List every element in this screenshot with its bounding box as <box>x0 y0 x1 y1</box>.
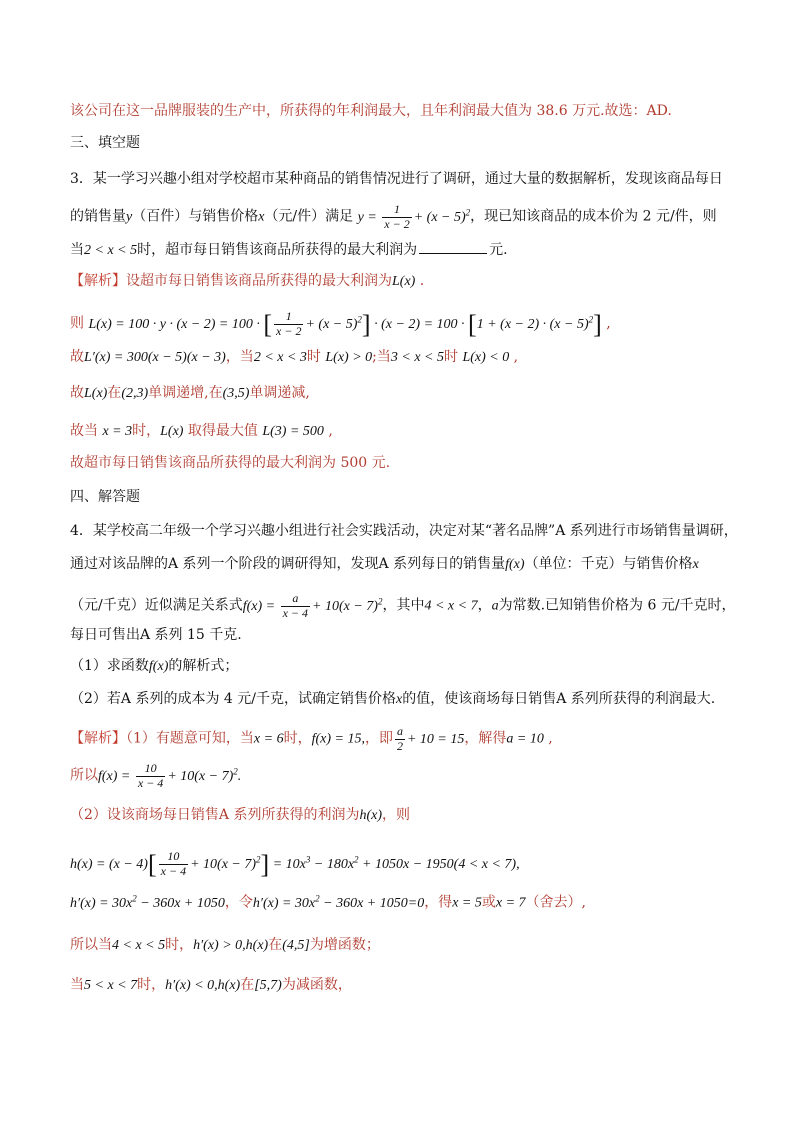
q3-text: 时，超市每日销售该商品所获得的最大利润为 <box>137 242 418 258</box>
q3-text: 当 <box>70 242 84 258</box>
q3-solution-text: 单调递减, <box>249 385 310 401</box>
q3-solution-text: ;当 <box>372 349 391 365</box>
q4-solution-3: （2）设该商场每日销售A 系列所获得的利润为h(x)，则 <box>70 807 411 823</box>
q4-text: ， <box>477 597 492 614</box>
q3-solution-text: 故 <box>70 349 84 365</box>
q3-line-3: 当2 < x < 5时，超市每日销售该商品所获得的最大利润为 元. <box>70 242 508 258</box>
q3-text: 元. <box>489 242 508 258</box>
q3-solution-text: 故 <box>70 385 84 401</box>
q4-solution-4 <box>70 850 520 879</box>
q4-solution-text: 在 <box>240 977 255 993</box>
q4-part-1: （1）求函数f(x)的解析式； <box>70 658 239 674</box>
q4-solution-text: ，得 <box>424 894 453 911</box>
q4-line-4: 每日可售出A 系列 15 千克. <box>70 627 242 643</box>
q3-solution-text: 时， <box>132 423 161 439</box>
q3-solution-1: 【解析】设超市每日销售该商品所获得的最大利润为L(x) . <box>70 273 425 289</box>
q4-solution-text: 或 <box>481 894 496 911</box>
q4-line-2: 通过对该品牌的A 系列一个阶段的调研得知，发现A 系列每日的销售量f(x)（单位：千克）与销售价格x <box>70 556 699 572</box>
q3-solution-2: 则 L(x) = 100 · y · (x − 2) = 100 · [ $\frac{1}{x - 2}$ + $(x - 5)^2] \cdot (x - 2) = 100 \cdot [1 + (x - 2) \cdot (x - 5)^2]$ , <box>70 309 611 339</box>
q3-solution-text: 则 <box>70 315 84 332</box>
q3-solution-text: 在 <box>107 385 122 401</box>
q4-solution-text: （1）有题意可知，当 <box>126 730 254 747</box>
q4-solution-2: 所以f(x) = $\frac{10}{x - 4}$ + $10(x - 7)^2$. <box>70 761 242 790</box>
q3-line-2: 的销售量y（百件）与销售价格x（元/件）满足 y = $\frac{1}{x - 2}$ + $(x - 5)^2$，现已知该商品的成本价为 2 元/件，则 <box>70 202 717 231</box>
q3-text: （百件）与销售价格 <box>132 208 259 225</box>
section-heading-fill-in: 三、填空题 <box>70 135 140 151</box>
q3-solution-4: 故L(x)在(2,3)单调递增,在(3,5)单调递减, <box>70 385 310 401</box>
q3-solution-text: 设超市每日销售该商品所获得的最大利润为 <box>126 273 392 289</box>
q4-solution-text: （舍去）, <box>525 894 586 911</box>
q4-solution-text: 当 <box>70 977 84 993</box>
previous-conclusion: 该公司在这一品牌服装的生产中，所获得的年利润最大，且年利润最大值为 38.6 万元.故选：AD. <box>70 103 672 119</box>
q4-solution-text: ，则 <box>382 807 411 823</box>
q4-solution-text: ，即 <box>364 730 393 747</box>
analysis-tag: 【解析】 <box>70 273 126 289</box>
q4-text: （元/千克）近似满足关系式 <box>70 597 243 614</box>
q4-solution-text: 时， <box>137 977 166 993</box>
q3-solution-5: 故当 x = 3时，L(x) 取得最大值 L(3) = 500 , <box>70 423 333 439</box>
q3-solution-text: 时 <box>443 349 458 365</box>
q4-text: 通过对该品牌的A 系列一个阶段的调研得知，发现A 系列每日的销售量 <box>70 556 506 572</box>
q4-text: （1）求函数 <box>70 658 149 674</box>
answer-blank[interactable] <box>419 241 487 254</box>
q3-sales-formula: y = $\frac{1}{x - 2}$ + $(x - 5)^2$ <box>357 202 471 231</box>
q4-line-1: 4．某学校高二年级一个学习兴趣小组进行社会实践活动，决定对某“著名品牌”A 系列进行市场销售量调研， <box>70 523 738 539</box>
q3-solution-text: 时 <box>306 349 321 365</box>
profit-formula: L(x) = 100 · y · (x − 2) = 100 · [ $\frac{1}{x - 2}$ + $(x - 5)^2] \cdot (x - 2) = 100 \cdot [1 + (x - 2) \cdot (x - 5)^2]$ <box>88 309 602 339</box>
q3-solution-text: ，当 <box>225 349 254 365</box>
q4-solution-5: $h'(x) = 30x^2 - 360x + 1050$，令$h'(x) = 30x^2 - 360x + 1050=0$，得x = 5或x = 7（舍去）, <box>70 893 586 911</box>
q4-text: 的值，使该商场每日销售A 系列所获得的利润最大. <box>402 691 716 707</box>
q4-text: 为常数.已知销售价格为 6 元/千克时， <box>498 597 736 614</box>
q4-solution-text: 所以 <box>70 767 98 784</box>
profit-expansion-formula: h(x) = (x − 4)[ $\frac{10}{x - 4}$ + $10(x - 7)^2] = 10x^3 - 180x^2 + 1050x - 1950(4 < x < 7)$, <box>70 849 520 879</box>
section-heading-answer: 四、解答题 <box>70 489 140 505</box>
q3-line-1: 3．某一学习兴趣小组对学校超市某种商品的销售情况进行了调研，通过大量的数据解析，发现该商品每日 <box>70 171 723 187</box>
q4-solution-text: （2）设该商场每日销售A 系列所获得的利润为 <box>70 807 360 823</box>
q3-solution-3: 故L′(x) = 300(x − 5)(x − 3)，当2 < x < 3时 L(x) > 0;当3 < x < 5时 L(x) < 0 , <box>70 349 519 365</box>
q4-text: 的解析式； <box>168 658 239 674</box>
q4-solution-text: ，令 <box>224 894 253 911</box>
q4-solution-text: 在 <box>268 937 283 953</box>
q4-solution-text: ，解得 <box>464 730 507 747</box>
q4-text: ，其中 <box>382 597 425 614</box>
q4-sales-formula: f(x) = $\frac{a}{x - 4}$ + $10(x - 7)^2$ <box>242 591 383 620</box>
q4-solution-text: 所以当 <box>70 937 112 953</box>
q3-solution-text: 单调递增,在 <box>148 385 223 401</box>
q4-text: （2）若A 系列的成本为 4 元/千克，试确定销售价格 <box>70 691 396 707</box>
q4-solution-7: 当5 < x < 7时，h′(x) < 0,h(x)在[5,7)为减函数， <box>70 977 352 993</box>
q3-text: 的销售量 <box>70 208 126 225</box>
q3-solution-text: 取得最大值 <box>187 423 258 439</box>
q3-solution-6: 故超市每日销售该商品所获得的最大利润为 500 元. <box>70 455 391 471</box>
q4-solution-1: 【解析】（1）有题意可知，当x = 6时，f(x) = 15,，即 $\frac{a}{2}$ + 10 = 15，解得a = 10 , <box>70 724 553 753</box>
q4-solution-text: 时， <box>165 937 194 953</box>
q4-part-2: （2）若A 系列的成本为 4 元/千克，试确定销售价格x的值，使该商场每日销售A 系列所获得的利润最大. <box>70 691 716 707</box>
q3-solution-text: 故当 <box>70 423 98 439</box>
q4-solution-text: 时， <box>283 730 312 747</box>
q3-text: （元/件）满足 <box>264 208 354 225</box>
analysis-tag: 【解析】 <box>70 730 126 747</box>
q4-solution-6: 所以当4 < x < 5时，h′(x) > 0,h(x)在(4,5]为增函数； <box>70 937 380 953</box>
q3-text: ，现已知该商品的成本价为 2 元/件，则 <box>470 208 717 225</box>
q4-solution-text: 为减函数， <box>281 977 352 993</box>
q4-line-3: （元/千克）近似满足关系式f(x) = $\frac{a}{x - 4}$ + $10(x - 7)^2$，其中4 < x < 7，a为常数.已知销售价格为 6 元/千克时， <box>70 591 736 620</box>
q4-solution-text: 为增函数； <box>309 937 380 953</box>
q4-text: （单位：千克）与销售价格 <box>524 556 693 572</box>
